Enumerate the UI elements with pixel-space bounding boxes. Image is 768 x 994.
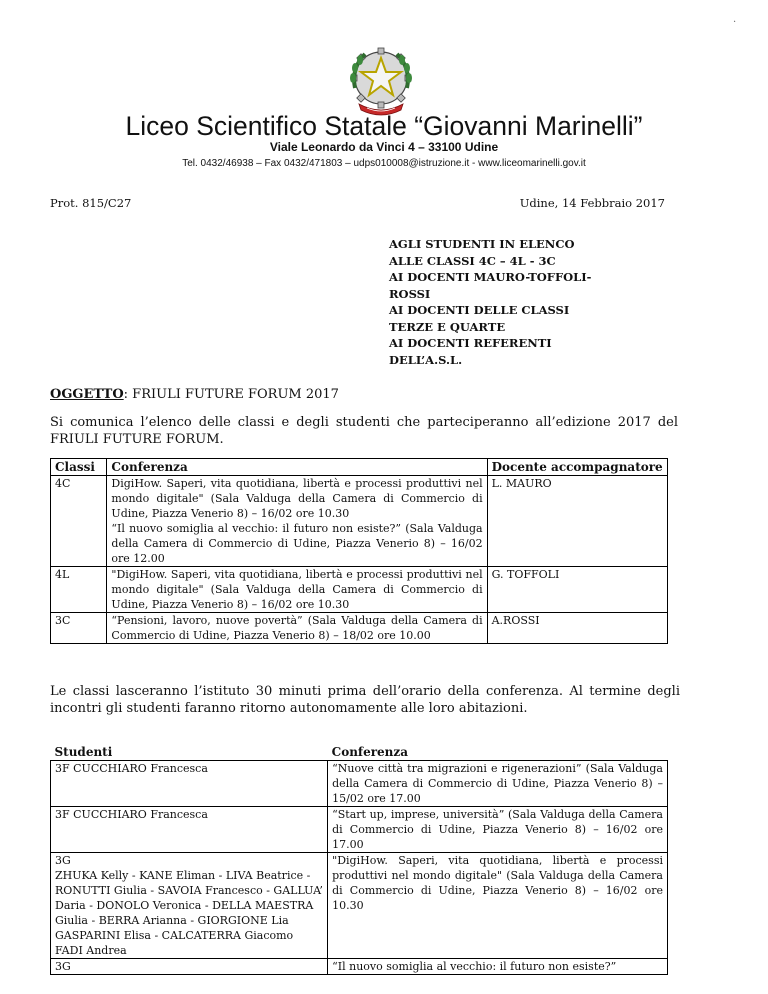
table-header-row [51,744,668,761]
students-table [50,744,668,975]
closing-paragraph: Le classi lasceranno l’istituto 30 minuti prima dell’orario della conferenza. Al termine degli incontri gli studenti faranno ritorno autonomamente alle loro abitazioni. [50,684,680,716]
table-row [51,959,668,975]
emblem-icon [341,38,421,120]
students-cell: 3F CUCCHIARO Francesca [51,807,328,853]
table-header-row [51,459,668,476]
subject-text: : FRIULI FUTURE FORUM 2017 [123,387,339,402]
subject-line [50,387,339,402]
intro-paragraph: Si comunica l’elenco delle classi e degli studenti che parteciperanno all’edizione 2017 del FRIULI FUTURE FORUM. [50,415,678,447]
table-row [51,567,668,613]
school-contacts: Tel. 0432/46938 – Fax 0432/471803 – udps010008@istruzione.it - www.liceomarinelli.gov.it [182,158,586,169]
conference-cell: “Pensioni, lavoro, nuove povertà” (Sala Valduga della Camera di Commercio di Udine, Piazza Venerio 8) – 18/02 ore 10.00 [107,613,487,644]
conference-cell: "DigiHow. Saperi, vita quotidiana, libertà e processi produttivi nel mondo digitale" (Sala Valduga della Camera di Commercio di Udine, Piazza Venerio 8) – 16/02 ore 10.30 [107,567,487,613]
conference-cell: “Il nuovo somiglia al vecchio: il futuro non esiste?” [328,959,668,975]
column-header: Studenti [51,744,328,761]
recipient-line: AGLI STUDENTI IN ELENCO [389,237,575,251]
column-header: Classi [51,459,107,476]
school-name: Liceo Scientifico Statale “Giovanni Marinelli” [125,111,643,141]
recipient-line: AI DOCENTI DELLE CLASSI [389,303,570,317]
protocol-number: Prot. 815/C27 [50,196,132,210]
classes-table [50,458,668,644]
recipient-line: AI DOCENTI MAURO-TOFFOLI- [389,270,592,284]
table-row [51,476,668,567]
conference-cell: “Nuove città tra migrazioni e rigenerazioni” (Sala Valduga della Camera di Commercio di Udine, Piazza Venerio 8) – 15/02 ore 17.00 [328,761,668,807]
table-row [51,761,668,807]
column-header: Conferenza [107,459,487,476]
recipients-block [389,236,649,368]
recipient-line: DELL’A.S.L. [389,352,463,367]
class-cell: 4C [51,476,107,567]
conference-cell: "DigiHow. Saperi, vita quotidiana, libertà e processi produttivi nel mondo digitale" (Sala Valduga della Camera di Commercio di Udine, Piazza Venerio 8) – 16/02 ore 10.30 [328,853,668,959]
conference-cell [107,476,487,567]
table-row [51,807,668,853]
table-row [51,853,668,959]
teacher-cell: G. TOFFOLI [487,567,667,613]
class-cell: 4L [51,567,107,613]
school-address: Viale Leonardo da Vinci 4 – 33100 Udine [269,140,499,154]
recipient-line: ROSSI [389,286,431,301]
teacher-cell: A.ROSSI [487,613,667,644]
students-cell: 3G [51,959,328,975]
conference-line: DigiHow. Saperi, vita quotidiana, libertà e processi produttivi nel mondo digitale" (Sala Valduga della Camera di Commercio di Udine, Piazza Venerio 8) – 16/02 ore 10.30 “Il nuovo somiglia al vecchio: il futuro non esiste?” (Sala Valduga della Camera di Commercio di Udine, Piazza Venerio 8) – 16/02 ore 12.00 [111,477,483,565]
document-date: Udine, 14 Febbraio 2017 [519,196,665,210]
table-row [51,613,668,644]
column-header: Conferenza [328,744,668,761]
class-cell: 3C [51,613,107,644]
students-cell: 3F CUCCHIARO Francesca [51,761,328,807]
students-cell: 3G ZHUKA Kelly - KANE Eliman - LIVA Beatrice - RONUTTI Giulia - SAVOIA Francesco - GALLUA’ Daria - DONOLO Veronica - DELLA MAESTRA Giulia - BERRA Arianna - GIORGIONE Lia GASPARINI Elisa - CALCATERRA Giacomo FADI Andrea [51,853,328,959]
column-header: Docente accompagnatore [487,459,667,476]
recipient-line: ALLE CLASSI 4C – 4L - 3C [389,253,556,268]
subject-label: OGGETTO [50,387,124,402]
page-dot: . [733,14,737,25]
conference-cell: “Start up, imprese, università” (Sala Valduga della Camera di Commercio di Udine, Piazza Venerio 8) – 16/02 ore 17.00 [328,807,668,853]
teacher-cell: L. MAURO [487,476,667,567]
recipient-line: AI DOCENTI REFERENTI [389,336,552,350]
recipient-line: TERZE E QUARTE [389,319,506,334]
